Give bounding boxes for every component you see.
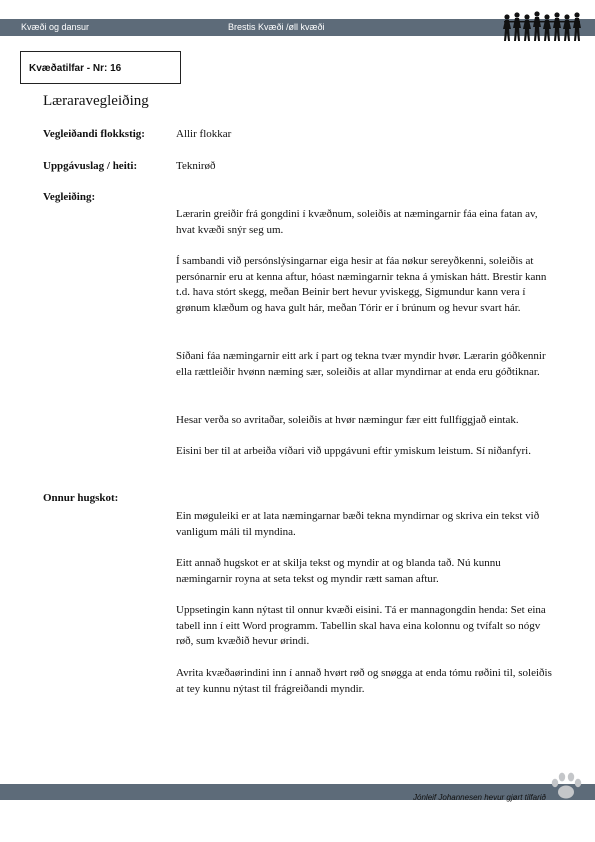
guidance-paragraph: Eisini ber til at arbeiða víðari við uppgávuni eftir ymiskum leistum. Sí niðanfyri. bbox=[176, 445, 531, 457]
grade-level-label: Vegleiðandi flokkstig: bbox=[43, 128, 145, 140]
other-ideas-label: Onnur hugskot: bbox=[43, 492, 119, 504]
task-type-label: Uppgávuslag / heiti: bbox=[43, 160, 138, 172]
guidance-paragraph: Hesar verða so avritaðar, soleiðis at hvør næmingur fær eitt fullfíggjað eintak. bbox=[176, 414, 519, 426]
worksheet-number: Kvæðatilfar - Nr: 16 bbox=[29, 63, 122, 74]
other-ideas-paragraph: Avrita kvæðaørindini inn í annað hvørt røð og snøgga at enda tómu røðini til, soleiðis at tey kunnu nýtast til frágreiðandi myndir. bbox=[176, 667, 552, 695]
header-left-text: Kvæði og dansur bbox=[21, 22, 90, 32]
guidance-paragraph: Í sambandi við persónslýsingarnar eiga hesir at fáa nøkur sereyðkenni, soleiðis at persónarnir eru at kenna aftur, hóast næmingarnir tekna á ymiskan hátt. Brestir kann t.d. hava stórt skegg, meðan Beinir bert hevur yviskegg, Sigmundur kann vera í grønum klæðum og hava gult hár, meðan Tórir er í brúnum og hevur svart hár. bbox=[176, 255, 547, 314]
worksheet-number-box bbox=[20, 51, 181, 84]
other-ideas-paragraph: Eitt annað hugskot er at skilja tekst og myndir at og blanda tað. Nú kunnu næmingarnir royna at seta tekst og myndir rætt saman aftur. bbox=[176, 557, 501, 585]
grade-level-value: Allir flokkar bbox=[176, 128, 232, 140]
guidance-paragraph: Lærarin greiðir frá gongdini í kvæðnum, soleiðis at næmingarnir fáa eina fatan av, hvat kvæði snýr seg um. bbox=[176, 208, 538, 236]
guidance-paragraph: Síðani fáa næmingarnir eitt ark í part og tekna tvær myndir hvør. Lærarin góðkennir ella rættleiðir hvønn næming sær, soleiðis at allar myndirnar at enda eru góðtiknar. bbox=[176, 350, 546, 378]
footer-credit: Jónleif Johannesen hevur gjørt tilfarið bbox=[413, 793, 546, 802]
guidance-label: Vegleiðing: bbox=[43, 191, 96, 203]
task-type-value: Teknirøð bbox=[176, 160, 216, 172]
other-ideas-paragraph: Ein møguleiki er at lata næmingarnar bæði tekna myndirnar og skriva ein tekst við vanligum máli til myndina. bbox=[176, 510, 540, 538]
other-ideas-paragraph: Uppsetingin kann nýtast til onnur kvæði eisini. Tá er mannagongdin henda: Set eina tabell inn í eitt Word programm. Tabellin skal hava eina kolonnu og tvífalt so nógv røð, sum kvæðið hevur ørindi. bbox=[176, 604, 546, 647]
header-center-text: Brestis Kvæði /øll kvæði bbox=[228, 22, 325, 32]
page-title: Læraravegleiðing bbox=[43, 93, 149, 109]
dancers-icon bbox=[502, 8, 582, 46]
paw-print-icon bbox=[548, 771, 584, 801]
